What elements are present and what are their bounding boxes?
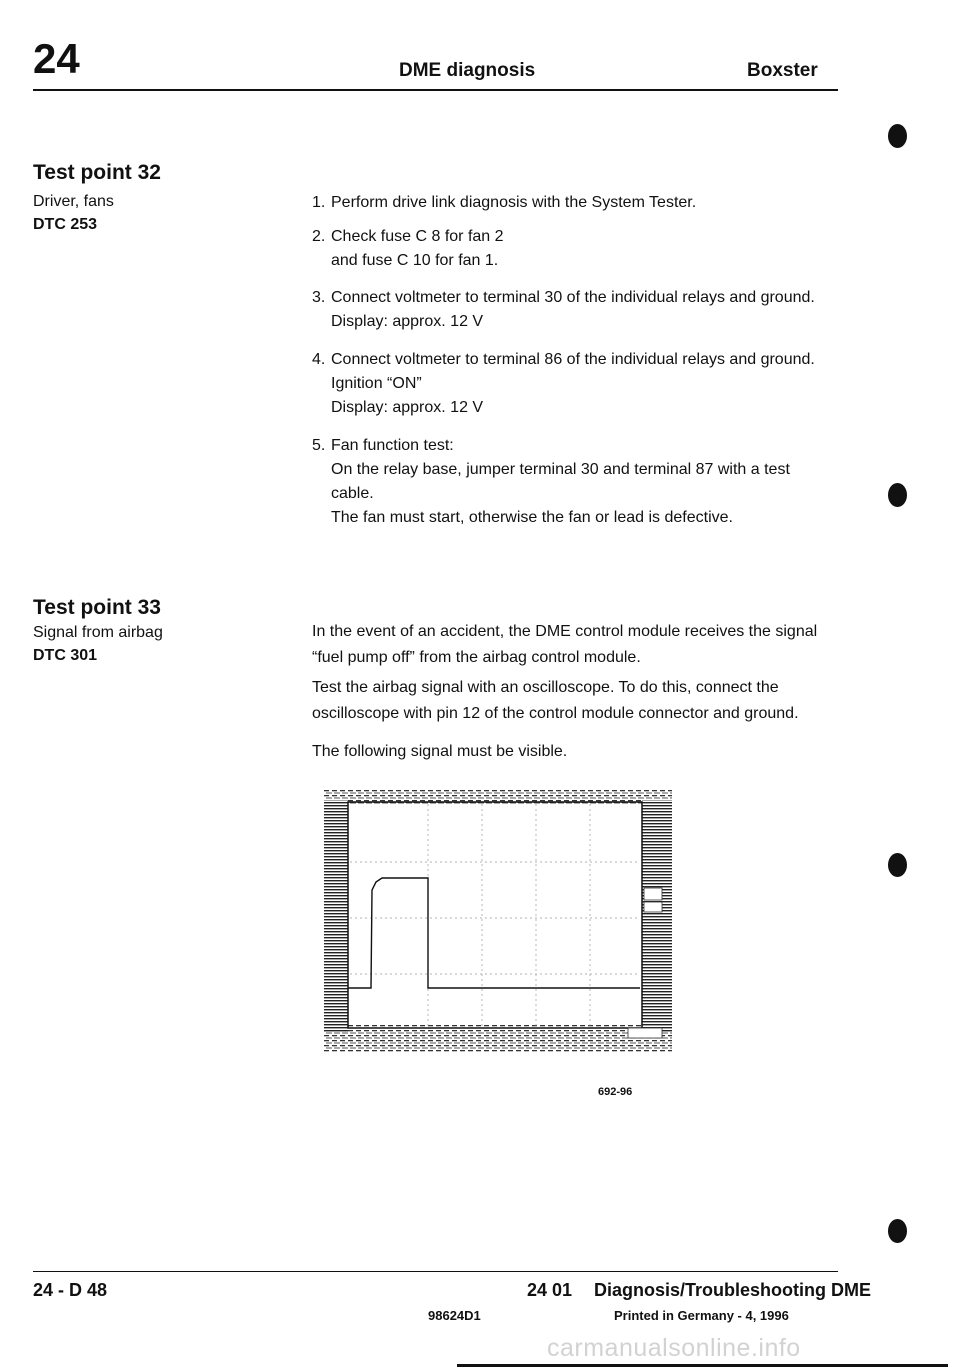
test-point-32-dtc: DTC 253 <box>33 216 98 233</box>
paragraph-signal-visible: The following signal must be visible. <box>312 743 568 760</box>
binder-hole-dot <box>888 1219 907 1243</box>
document-code: 98624D1 <box>428 1308 481 1323</box>
step-number: 4. <box>312 351 326 368</box>
step-line: Ignition “ON” <box>331 375 422 392</box>
paragraph-airbag-signal: In the event of an accident, the DME control module receives the signal “fuel pump off” from the airbag control module. <box>312 623 818 666</box>
scope-left-band <box>324 800 348 1032</box>
scope-right-band <box>642 800 672 1032</box>
step-5 <box>312 434 832 530</box>
section-number: 24 <box>33 35 80 82</box>
step-line: Connect voltmeter to terminal 86 of the individual relays and ground. <box>331 351 815 368</box>
step-number: 3. <box>312 289 326 306</box>
figure-caption: 692-96 <box>598 1086 633 1098</box>
footer-title: Diagnosis/Troubleshooting DME <box>594 1280 872 1300</box>
binder-hole-dot <box>888 853 907 877</box>
test-point-33-dtc: DTC 301 <box>33 647 98 664</box>
step-line: Perform drive link diagnosis with the System Tester. <box>331 194 697 211</box>
step-line: Fan function test: <box>331 437 454 454</box>
page-title: DME diagnosis <box>399 60 536 81</box>
test-point-32-subtitle: Driver, fans <box>33 193 114 210</box>
scope-label-box <box>644 902 662 912</box>
scope-background <box>324 790 672 1052</box>
step-2 <box>312 225 832 273</box>
scope-label-box <box>644 888 662 900</box>
step-4 <box>312 348 832 420</box>
step-1 <box>312 191 832 215</box>
step-line: Display: approx. 12 V <box>331 399 484 416</box>
watermark-rule <box>457 1364 948 1367</box>
model-name: Boxster <box>747 60 818 81</box>
test-point-32-title: Test point 32 <box>33 161 161 184</box>
footer-rule <box>33 1271 838 1272</box>
test-point-33-subtitle: Signal from airbag <box>33 624 163 641</box>
step-line: and fuse C 10 for fan 1. <box>331 252 499 269</box>
printed-info: Printed in Germany - 4, 1996 <box>614 1308 789 1323</box>
oscilloscope-figure <box>324 790 672 1052</box>
step-line: The fan must start, otherwise the fan or lead is defective. <box>331 509 733 526</box>
step-number: 1. <box>312 194 326 211</box>
step-line: cable. <box>331 485 374 502</box>
scope-bottom-band <box>324 1025 672 1052</box>
paragraph-oscilloscope-test: Test the airbag signal with an oscilloscope. To do this, connect the oscilloscope with pin 12 of the control module connector and ground. <box>312 679 799 722</box>
test-point-33-title: Test point 33 <box>33 596 161 619</box>
binder-hole-dot <box>888 124 907 148</box>
step-number: 2. <box>312 228 326 245</box>
page-number: 24 - D 48 <box>33 1280 108 1300</box>
footer-section: 24 01 <box>527 1280 573 1300</box>
step-line: Display: approx. 12 V <box>331 313 484 330</box>
step-line: Connect voltmeter to terminal 30 of the individual relays and ground. <box>331 289 815 306</box>
step-number: 5. <box>312 437 326 454</box>
watermark-text: carmanualsonline.info <box>547 1334 801 1362</box>
step-line: Check fuse C 8 for fan 2 <box>331 228 504 245</box>
step-3 <box>312 286 832 334</box>
step-line: On the relay base, jumper terminal 30 and terminal 87 with a test <box>331 461 790 478</box>
binder-hole-dot <box>888 483 907 507</box>
header-rule <box>33 89 838 91</box>
scope-readout-box <box>628 1028 662 1038</box>
